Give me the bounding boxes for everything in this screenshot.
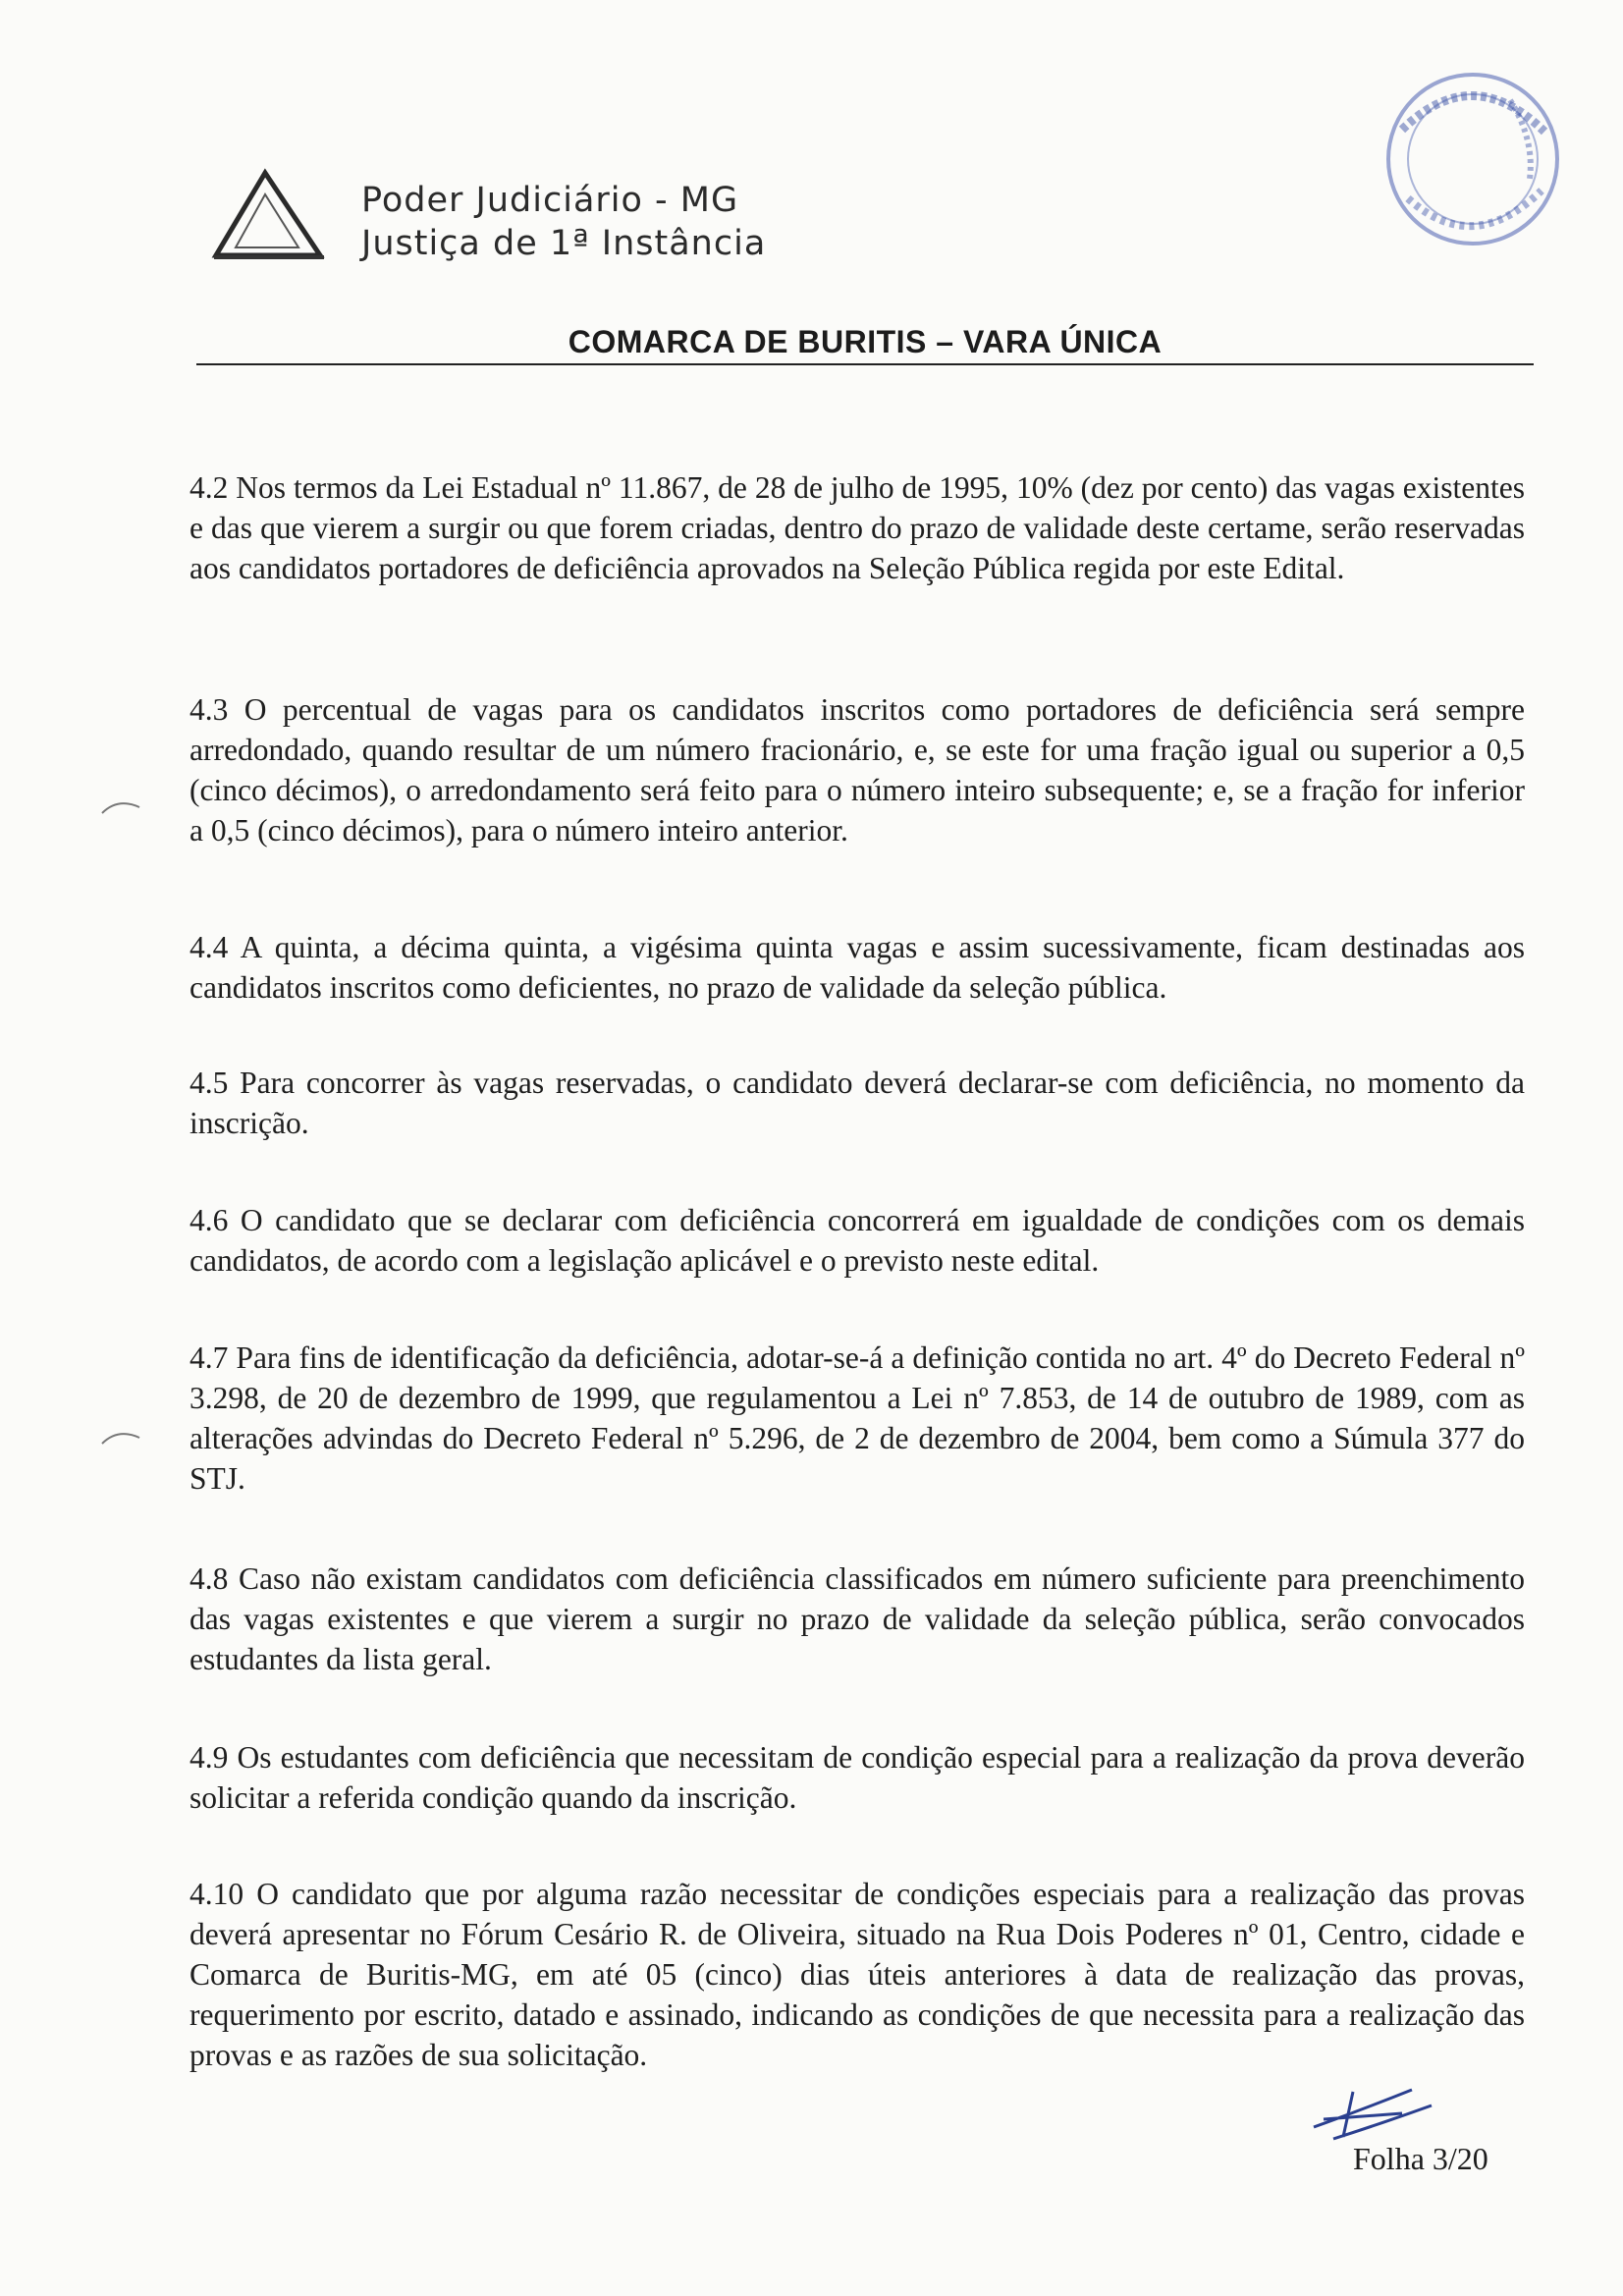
handwritten-signature-icon [1294, 2080, 1451, 2149]
org-line-1: Poder Judiciário - MG [361, 181, 739, 220]
paragraph-4-8: 4.8 Caso não existam candidatos com deficiência classificados em número suficiente para preenchimento das vagas existentes e que vierem a surgir no prazo de validade da seleção pública, serão convocados estudantes da lista geral. [189, 1560, 1525, 1676]
comarca-title: COMARCA DE BURITIS – VARA ÚNICA [568, 324, 1163, 359]
organization-name [361, 179, 766, 265]
paragraph-4-7: 4.7 Para fins de identificação da deficiência, adotar-se-á a definição contida no art. 4º do Decreto Federal nº 3.298, de 20 de dezembro de 1999, que regulamentou a Lei nº 7.853, de 14 de outubro de 1989, com as alterações advindas do Decreto Federal nº 5.296, de 2 de dezembro de 2004, bem como a Súmula 377 do STJ. [189, 1339, 1525, 1496]
paragraph-4-5: 4.5 Para concorrer às vagas reservadas, o candidato deverá declarar-se com deficiência, no momento da inscrição. [189, 1065, 1525, 1140]
judiciary-triangle-logo-icon [204, 165, 352, 263]
paragraph-4-10: 4.10 O candidato que por alguma razão necessitar de condições especiais para a realização das provas deverá apresentar no Fórum Cesário R. de Oliveira, situado na Rua Dois Poderes nº 01, Centro, cidade e Comarca de Buritis-MG, em até 05 (cinco) dias úteis anteriores à data de realização das provas, requerimento por escrito, datado e assinado, indicando as condições de que necessita para a realização das provas e as razões de sua solicitação. [189, 1876, 1525, 2072]
paragraph-4-9: 4.9 Os estudantes com deficiência que necessitam de condição especial para a realização da prova deverão solicitar a referida condição quando da inscrição. [189, 1739, 1525, 1815]
court-seal-stamp-icon [1363, 61, 1577, 257]
page-number: Folha 3/20 [1353, 2141, 1488, 2176]
org-line-2: Justiça de 1ª Instância [361, 224, 767, 263]
header-divider [196, 363, 1534, 365]
paragraph-4-2: 4.2 Nos termos da Lei Estadual nº 11.867, de 28 de julho de 1995, 10% (dez por cento) das vagas existentes e das que vierem a surgir ou que forem criadas, dentro do prazo de validade deste certame, serão reservadas aos candidatos portadores de deficiência aprovados na Seleção Pública regida por este Edital. [189, 469, 1525, 585]
paragraph-4-4: 4.4 A quinta, a décima quinta, a vigésima quinta vagas e assim sucessivamente, ficam destinadas aos candidatos inscritos como deficientes, no prazo de validade da seleção pública. [189, 929, 1525, 1005]
paragraph-4-3: 4.3 O percentual de vagas para os candidatos inscritos como portadores de deficiência será sempre arredondado, quando resultar de um número fracionário, e, se este for uma fração igual ou superior a 0,5 (cinco décimos), o arredondamento será feito para o número inteiro subsequente; e, se a fração for inferior a 0,5 (cinco décimos), para o número inteiro anterior. [189, 691, 1525, 847]
margin-punch-mark-icon [98, 1424, 147, 1453]
paragraph-4-6: 4.6 O candidato que se declarar com deficiência concorrerá em igualdade de condições com os demais candidatos, de acordo com a legislação aplicável e o previsto neste edital. [189, 1202, 1525, 1278]
margin-punch-mark-icon [98, 793, 147, 823]
